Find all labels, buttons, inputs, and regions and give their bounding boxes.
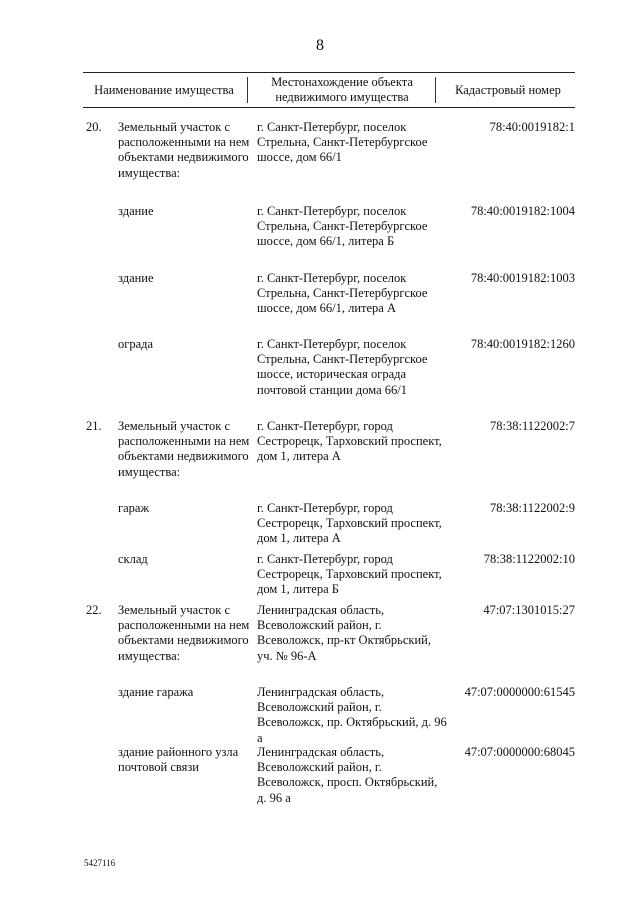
property-name: здание: [118, 204, 154, 218]
row-number: 21.: [86, 419, 102, 433]
property-location: г. Санкт-Петербург, поселок Стрельна, Санкт-Петербургское шоссе, дом 66/1, литера А: [257, 271, 428, 316]
table-row: [83, 271, 575, 337]
table-row: [83, 552, 575, 603]
property-table: [83, 120, 575, 825]
cadastral-number: 47:07:0000000:68045: [464, 745, 575, 759]
property-name: гараж: [118, 501, 150, 515]
property-name: Земельный участок с расположенными на нем объектами недвижимого имущества:: [118, 120, 250, 180]
table-row: [83, 501, 575, 552]
property-name: ограда: [118, 337, 154, 351]
row-number: 22.: [86, 603, 102, 617]
property-location: Ленинградская область, Всеволожский район, г. Всеволожск, просп. Октябрьский, д. 96 а: [257, 745, 438, 805]
table-row: [83, 419, 575, 501]
property-location: г. Санкт-Петербург, поселок Стрельна, Санкт-Петербургское шоссе, историческая ограда почтовой станции дома 66/1: [257, 337, 428, 397]
property-name: здание: [118, 271, 154, 285]
cadastral-number: 78:40:0019182:1: [489, 120, 575, 134]
table-row: [83, 745, 575, 825]
property-location: г. Санкт-Петербург, поселок Стрельна, Санкт-Петербургское шоссе, дом 66/1, литера Б: [257, 204, 428, 249]
table-row: [83, 204, 575, 271]
cadastral-number: 78:38:1122002:10: [483, 552, 575, 566]
table-row: [83, 603, 575, 685]
property-location: г. Санкт-Петербург, город Сестрорецк, Тарховский проспект, дом 1, литера Б: [257, 552, 442, 597]
property-name: Земельный участок с расположенными на нем объектами недвижимого имущества:: [118, 419, 250, 479]
property-location: Ленинградская область, Всеволожский район, г. Всеволожск, пр-кт Октябрьский, уч. № 96-А: [257, 603, 431, 663]
table-row: [83, 337, 575, 419]
document-code: 5427116: [84, 858, 116, 868]
property-name: Земельный участок с расположенными на нем объектами недвижимого имущества:: [118, 603, 250, 663]
header-cadastral: Кадастровый номер: [455, 82, 561, 97]
table-row: [83, 120, 575, 204]
cadastral-number: 47:07:1301015:27: [483, 603, 575, 617]
cadastral-number: 78:40:0019182:1003: [470, 271, 575, 285]
cadastral-number: 47:07:0000000:61545: [464, 685, 575, 699]
row-number: 20.: [86, 120, 102, 134]
cadastral-number: 78:40:0019182:1260: [470, 337, 575, 351]
table-row: [83, 685, 575, 745]
property-location: г. Санкт-Петербург, поселок Стрельна, Санкт-Петербургское шоссе, дом 66/1: [257, 120, 428, 165]
cadastral-number: 78:38:1122002:7: [490, 419, 575, 433]
header-divider: [435, 77, 436, 103]
property-name: здание районного узла почтовой связи: [118, 745, 239, 775]
table-header: [83, 72, 575, 108]
property-location: г. Санкт-Петербург, город Сестрорецк, Тарховский проспект, дом 1, литера А: [257, 419, 442, 464]
property-location: Ленинградская область, Всеволожский район, г. Всеволожск, пр. Октябрьский, д. 96 а: [257, 685, 447, 745]
property-name: склад: [118, 552, 148, 566]
property-name: здание гаража: [118, 685, 194, 699]
property-location: г. Санкт-Петербург, город Сестрорецк, Тарховский проспект, дом 1, литера А: [257, 501, 442, 546]
header-name: Наименование имущества: [94, 82, 234, 97]
cadastral-number: 78:38:1122002:9: [490, 501, 575, 515]
page-number: 8: [316, 37, 324, 54]
cadastral-number: 78:40:0019182:1004: [470, 204, 575, 218]
header-location: Местонахождение объекта недвижимого имущества: [271, 75, 413, 104]
header-divider: [247, 77, 248, 103]
